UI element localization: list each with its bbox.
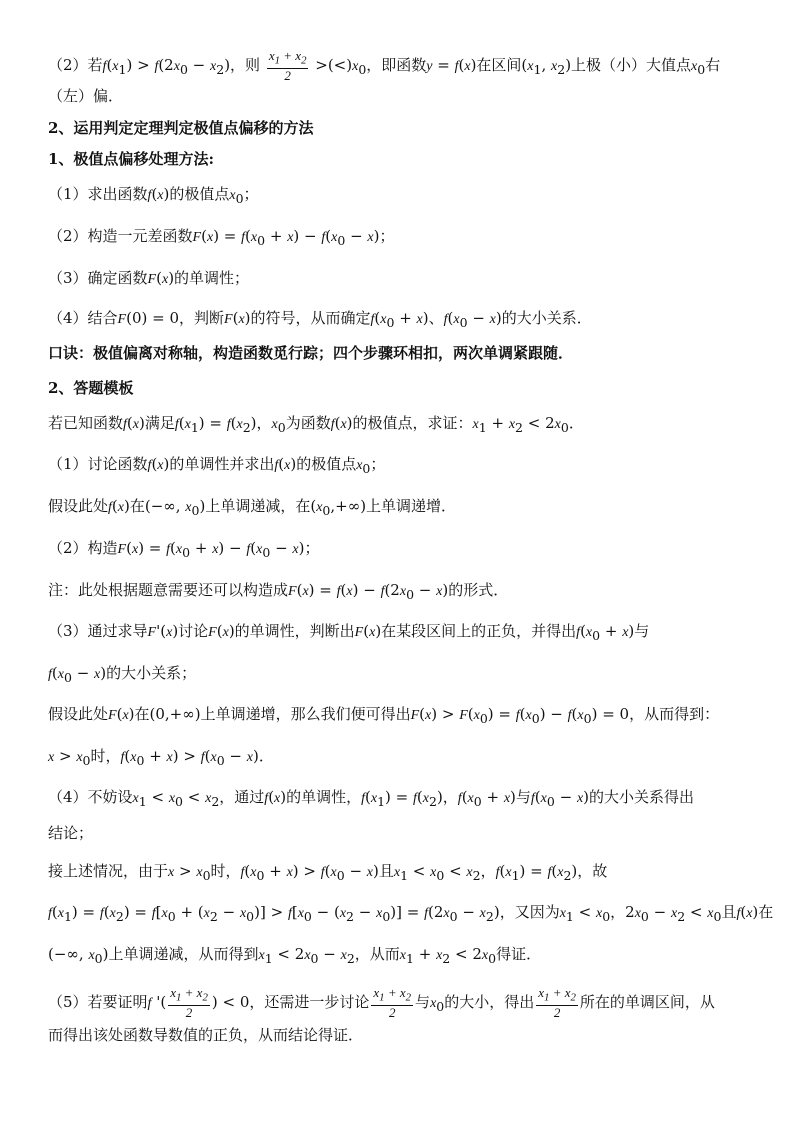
text-line-2: （左）偏． bbox=[48, 87, 124, 105]
text-line-3: 2、运用判定定理判定极值点偏移的方法 bbox=[48, 119, 314, 137]
text-line-5: （1）求出函数f(x)的极值点$x_0$； bbox=[48, 185, 259, 206]
text-line-7: （3）确定函数F(x)的单调性； bbox=[48, 269, 250, 287]
text-line-18: 假设此处F(x)在(0,+∞)上单调递增，那么我们便可得出$F(x) > F(x_0) = f(x_0) - f(x_0) = 0$，从而得到： bbox=[48, 705, 720, 726]
text-line-16: （3）通过求导F'(x)讨论F(x)的单调性，判断出F(x)在某段区间上的正负，并得出$f(x_0 + x)$与 bbox=[48, 622, 650, 643]
text-line-17: $f(x_0 - x)$的大小关系； bbox=[48, 664, 197, 685]
text-line-9: 口诀：极值偏离对称轴，构造函数觅行踪；四个步骤环相扣，两次单调紧跟随． bbox=[48, 344, 574, 362]
text-line-14: （2）构造$F(x) = f(x_0 + x) - f(x_0 - x)$； bbox=[48, 539, 320, 560]
text-line-26: 而得出该处函数导数值的正负，从而结论得证． bbox=[48, 1026, 364, 1044]
text-line-12: （1）讨论函数f(x)的单调性并求出f(x)的极值点$x_0$； bbox=[48, 455, 386, 476]
text-line-6: （2）构造一元差函数$F(x) = f(x_0 + x) - f(x_0 - x)$； bbox=[48, 227, 395, 248]
text-line-10: 2、答题模板 bbox=[48, 379, 134, 397]
text-line-20: （4）不妨设$x_1 < x_0 < x_2$，通过f(x)的单调性，$f(x_1) = f(x_2)$，$f(x_0 + x)$与$f(x_0 - x)$的大小关系得出 bbox=[48, 788, 695, 809]
text-line-13: 假设此处f(x)在(−∞, $x_0$)上单调递减，在$(x_0,+\infty)$上单调递增． bbox=[48, 497, 457, 518]
text-line-24: (−∞, $x_0$)上单调递减，从而得到$x_1 < 2x_0 - x_2$，从而$x_1 + x_2 < 2x_0$得证． bbox=[48, 945, 542, 966]
text-line-15: 注：此处根据题意需要还可以构造成$F(x) = f(x) - f(2x_0 - x)$的形式． bbox=[48, 581, 509, 602]
text-line-25: （5）若要证明f '( $\frac{x_1 + x_2}{2}$ ) < 0，还需进一步讨论 $\frac{x_1 + x_2}{2}$ 与$x_0$的大小，得出 $\frac{x_1 + x_2}{2}$ 所在的单调区间，从 bbox=[48, 985, 715, 1020]
text-line-4: 1、极值点偏移处理方法: bbox=[48, 150, 214, 168]
text-line-23: $f(x_1) = f(x_2) = f[x_0 + (x_2 - x_0)] > f[x_0 - (x_2 - x_0)] = f(2x_0 - x_2)$，又因为$x_1 < x_0$，$2x_0 - x_2 < x_0$且f(x)在 bbox=[48, 903, 774, 924]
text-line-8: （4）结合F(0) = 0，判断F(x)的符号，从而确定$f(x_0 + x)$、$f(x_0 - x)$的大小关系． bbox=[48, 309, 592, 330]
text-line-1: （2）若$f(x_1) > f(2x_0 - x_2)$，则 $\frac{x_1 + x_2}{2}$ $>(<)x_0$，即函数y = f(x)在区间($x_1$, $x_2$)上极（小）大值点$x_0$右 bbox=[48, 48, 721, 83]
text-line-21: 结论； bbox=[48, 824, 94, 842]
text-line-11: 若已知函数f(x)满足$f(x_1) = f(x_2)$，$x_0$为函数f(x)的极值点，求证：$x_1 + x_2 < 2x_0$． bbox=[48, 414, 584, 435]
text-line-22: 接上述情况，由于$x > x_0$时，$f(x_0 + x) > f(x_0 - x)$且$x_1 < x_0 < x_2$，$f(x_1) = f(x_2)$，故 bbox=[48, 862, 608, 883]
text-line-19: $x > x_0$时，$f(x_0 + x) > f(x_0 - x)$． bbox=[48, 747, 274, 768]
